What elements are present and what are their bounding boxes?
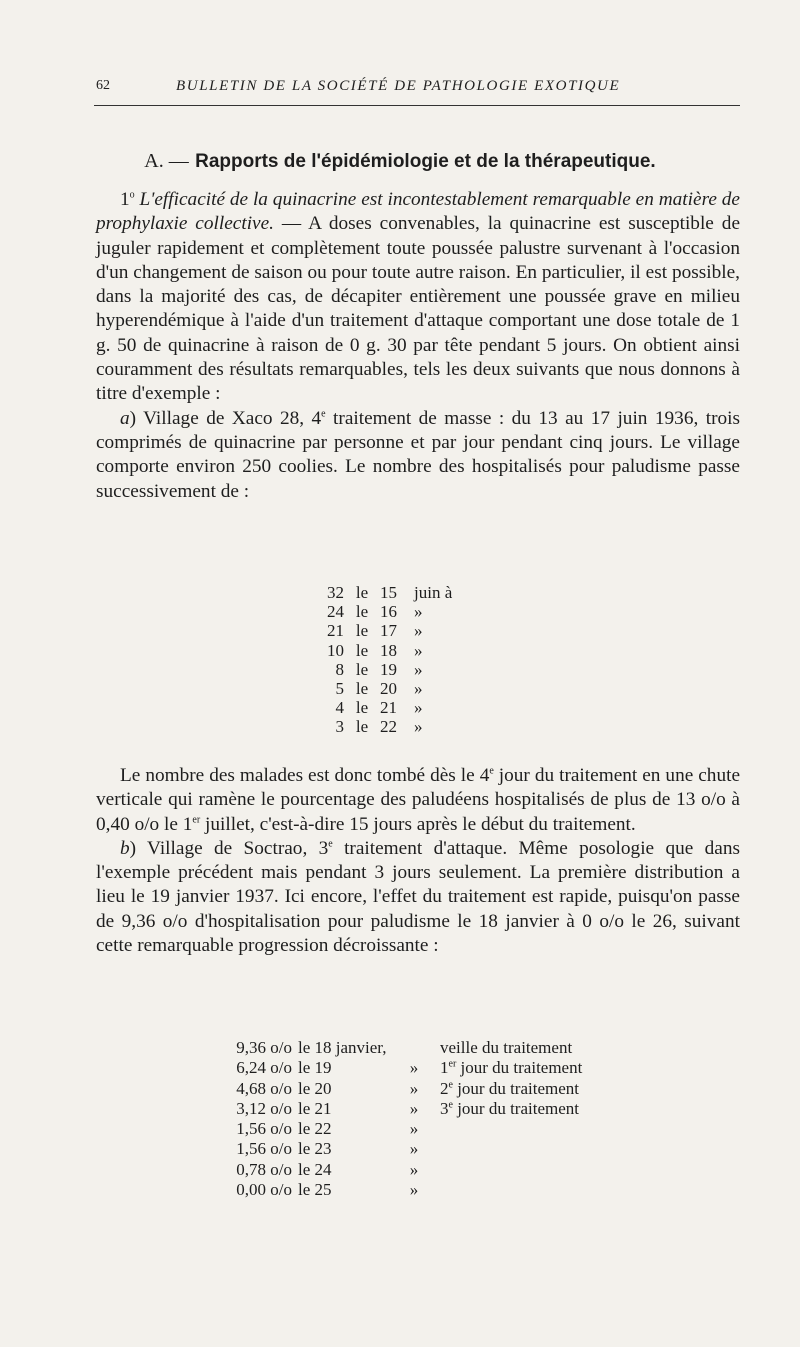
comment-text: veille du traitement — [440, 1038, 573, 1057]
hospitalization-rate: 6,24 o/o — [236, 1058, 292, 1078]
patient-count: 21 — [327, 621, 344, 641]
para-body-b: traitement de masse : du 13 au 17 juin 1936, trois comprimés de quinacrine par personne et par jour pendant cinq jours. Le village comporte environ 250 coolies. Le nombre des hospitalisés pour paludisme passe successivement de : — [96, 407, 740, 502]
date-day: 19 — [380, 659, 397, 679]
hospitalization-rate: 9,36 o/o — [236, 1038, 292, 1057]
date-label: le 19 — [298, 1058, 332, 1078]
para-num-sup: o — [129, 189, 135, 201]
date-prep: le — [355, 621, 369, 641]
para-body-c: juillet, c'est-à-dire 15 jours après le début du traitement. — [200, 813, 636, 835]
hospitalization-rate: 0,00 o/o — [236, 1180, 292, 1200]
treatment-comment — [434, 1180, 440, 1200]
para-body-a: ) Village de Xaco 28, 4 — [129, 407, 322, 429]
para-sup: e — [321, 408, 326, 420]
para-body-a: Le nombre des malades est donc tombé dès le 4 — [120, 765, 490, 786]
date-day: 17 — [380, 621, 397, 641]
hospitalization-rate: 0,78 o/o — [236, 1159, 292, 1179]
date-month: » — [414, 659, 423, 679]
patient-count: 10 — [327, 640, 344, 660]
treatment-comment — [434, 1119, 440, 1139]
paragraph-efficacy — [96, 188, 740, 407]
paragraph-village-soctrao — [96, 837, 740, 958]
comment-text: jour du traitement — [460, 1058, 583, 1078]
table-row — [228, 1119, 582, 1139]
date-day: 16 — [380, 602, 397, 622]
section-letter: A. — — [144, 150, 189, 172]
treatment-comment — [434, 1099, 579, 1119]
paragraph-drop — [96, 764, 740, 837]
date-prep: le — [355, 698, 369, 718]
date-label: le 24 — [298, 1159, 332, 1179]
date-prep: le — [355, 583, 369, 602]
progression-table — [228, 1038, 582, 1200]
date-label: le 21 — [298, 1098, 332, 1118]
patient-count: 5 — [335, 679, 344, 699]
date-prep: le — [355, 602, 369, 622]
table-row — [318, 679, 484, 698]
date-label: le 25 — [298, 1180, 332, 1200]
paragraph-village-xaco — [96, 407, 740, 504]
date-month: juin à — [414, 583, 453, 602]
date-month: » — [414, 698, 423, 718]
date-prep: le — [355, 640, 369, 660]
para-sup: er — [192, 814, 201, 826]
section-heading — [0, 148, 800, 173]
date-label: le 18 janvier, — [298, 1038, 387, 1057]
date-day: 20 — [380, 679, 397, 699]
date-day: 21 — [380, 698, 397, 718]
para-body-b: traitement d'attaque. Même posologie que dans l'exemple précédent mais pendant 3 jours seulement. La première distribution a lieu le 19 janvier 1937. Ici encore, l'effet du traitement est rapide, puisqu'on passe de 9,36 o/o d'hospitalisation pour paludisme le 18 janvier à 0 o/o le 26, suivant cette remarquable progression décroissante : — [96, 837, 740, 957]
treatment-comment — [434, 1079, 579, 1099]
para-italic-lead: L'efficacité de la quinacrine est incontestablement remarquable en matière de prophylaxie collective. — [96, 189, 740, 235]
date-prep: le — [355, 717, 369, 737]
date-label: le 20 — [298, 1078, 332, 1098]
date-month: » — [414, 679, 423, 699]
treatment-comment — [434, 1160, 440, 1180]
date-prep: le — [355, 659, 369, 679]
comment-num: 3 — [440, 1098, 449, 1118]
running-title: BULLETIN DE LA SOCIÉTÉ DE PATHOLOGIE EXOTIQUE — [176, 78, 621, 94]
para-body: — A doses convenables, la quinacrine est susceptible de juguler rapidement et complètement toute poussée palustre survenant à l'occasion d'un changement de saison ou pour toute autre raison. En particulier, il est possible, dans la majorité des cas, de décapiter entièrement une poussée grave en milieu hyperendémique à l'aide d'un traitement d'attaque comportant une dose totale de 1 g. 50 de quinacrine à raison de 0 g. 30 par tête pendant 5 jours. On obtient ainsi couramment des résultats remarquables, tels les deux suivants que nous donnons à titre d'exemple : — [96, 213, 740, 405]
date-label: le 22 — [298, 1119, 332, 1139]
table-row — [228, 1160, 582, 1180]
date-day: 18 — [380, 640, 397, 660]
ditto-mark: » — [409, 1159, 419, 1179]
hospitalization-rate: 4,68 o/o — [236, 1078, 292, 1098]
ditto-mark — [394, 1038, 434, 1058]
ditto-mark: » — [409, 1139, 419, 1159]
date-label: le 23 — [298, 1139, 332, 1159]
date-day: 22 — [380, 717, 397, 737]
section-title: Rapports de l'épidémiologie et de la thérapeutique. — [195, 151, 656, 172]
table-row — [318, 602, 484, 621]
date-month: » — [414, 602, 423, 622]
patient-count: 4 — [335, 698, 344, 718]
hospitalization-rate: 3,12 o/o — [236, 1098, 292, 1118]
comment-text: jour du traitement — [457, 1098, 580, 1118]
comment-sup: er — [448, 1058, 457, 1070]
date-prep: le — [355, 679, 369, 699]
ditto-mark: » — [409, 1098, 419, 1118]
treatment-comment — [434, 1139, 440, 1159]
comment-text: jour du traitement — [457, 1078, 580, 1098]
hospitalization-rate: 1,56 o/o — [236, 1139, 292, 1159]
comment-sup: e — [448, 1099, 453, 1111]
table-row — [228, 1099, 582, 1119]
table-row — [228, 1079, 582, 1099]
ditto-mark: » — [409, 1078, 419, 1098]
para-num: 1 — [120, 189, 130, 210]
hospitalization-rate: 1,56 o/o — [236, 1119, 292, 1139]
patient-count: 8 — [335, 659, 344, 679]
date-month: » — [414, 621, 423, 641]
patient-count: 24 — [327, 602, 344, 622]
table-row — [318, 660, 484, 679]
table-row — [318, 621, 484, 640]
comment-num: 1 — [440, 1058, 449, 1078]
table-row — [318, 698, 484, 717]
ditto-mark: » — [409, 1180, 419, 1200]
table-row — [228, 1058, 582, 1078]
para-body-b: jour du traitement en une chute verticale qui ramène le pourcentage des paludéens hospitalisés de plus de 13 o/o à 0,40 o/o le 1 — [96, 765, 741, 835]
treatment-comment — [434, 1058, 582, 1078]
hospitalized-table — [318, 583, 484, 737]
patient-count: 3 — [335, 717, 344, 737]
body-text-lower — [96, 764, 740, 958]
patient-count: 32 — [327, 583, 344, 602]
header-rule — [94, 105, 740, 106]
item-label-a: a — [120, 407, 130, 429]
table-row — [228, 1038, 582, 1058]
date-month: » — [414, 717, 423, 737]
para-sup: e — [328, 838, 333, 850]
comment-sup: e — [448, 1078, 453, 1090]
comment-num: 2 — [440, 1078, 449, 1098]
para-sup: e — [489, 765, 494, 777]
date-month: » — [414, 640, 423, 660]
table-row — [228, 1180, 582, 1200]
item-label-b: b — [120, 837, 130, 859]
page-number: 62 — [96, 78, 110, 93]
table-row — [318, 717, 484, 736]
table-row — [228, 1139, 582, 1159]
table-row — [318, 583, 484, 602]
ditto-mark: » — [409, 1119, 419, 1139]
date-day: 15 — [380, 583, 397, 602]
body-text-upper — [96, 188, 740, 504]
para-body-a: ) Village de Soctrao, 3 — [129, 837, 329, 859]
table-row — [318, 641, 484, 660]
ditto-mark: » — [409, 1058, 419, 1078]
treatment-comment — [434, 1038, 572, 1058]
